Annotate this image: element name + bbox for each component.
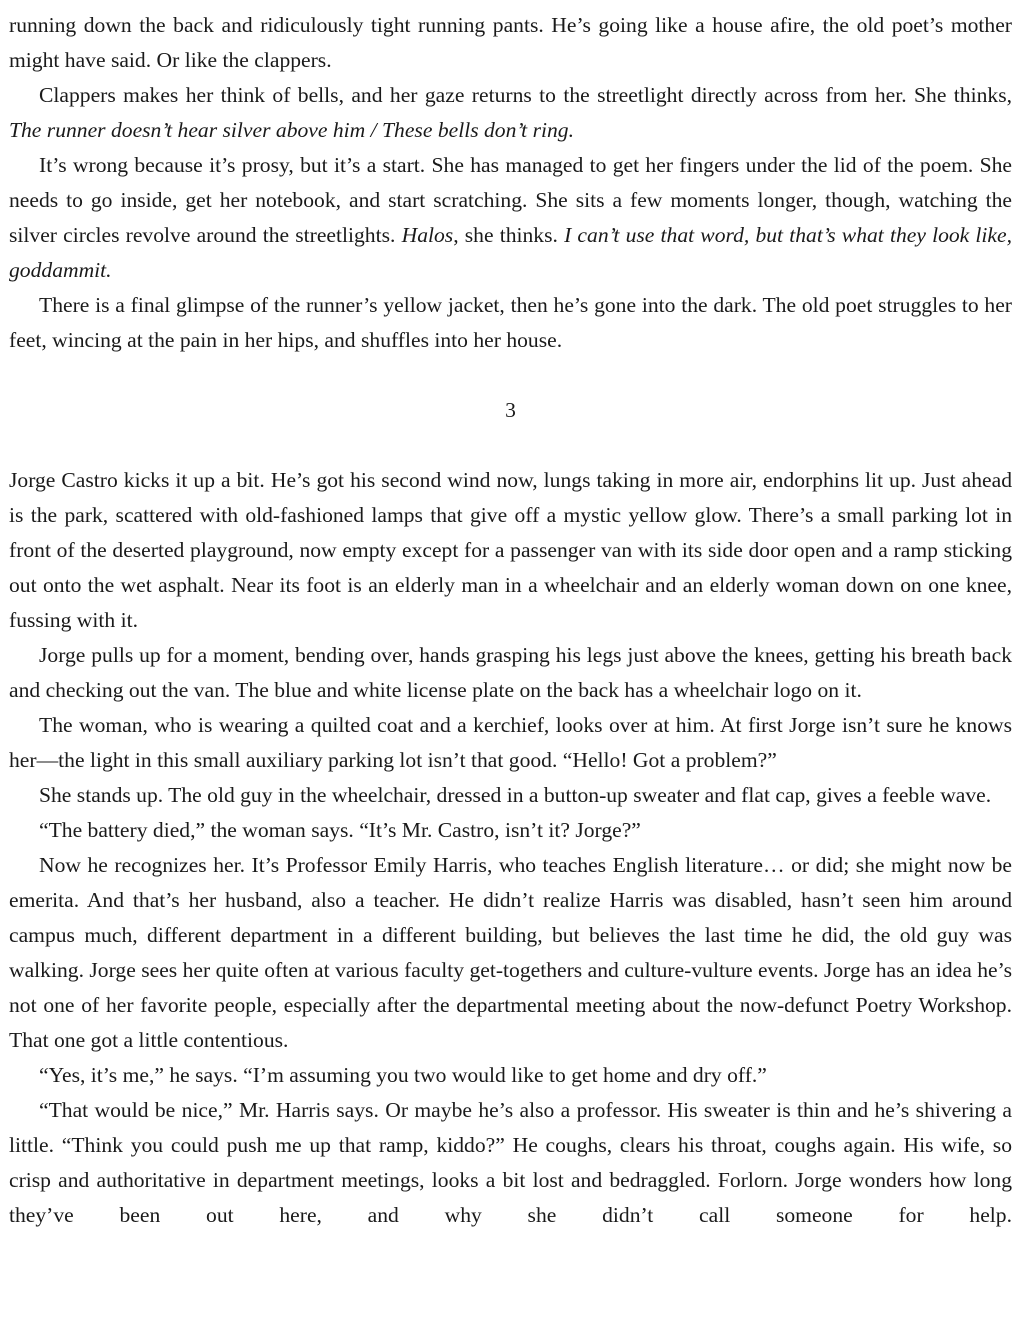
italic-text: I can’t use that word, but that’s what they look like, goddammit. — [9, 223, 1012, 282]
section-2-text — [9, 8, 1012, 358]
paragraph — [9, 813, 1012, 848]
paragraph — [9, 708, 1012, 778]
paragraph — [9, 78, 1012, 148]
paragraph — [9, 778, 1012, 813]
text-run: She stands up. The old guy in the wheelchair, dressed in a button-up sweater and flat cap, gives a feeble wave. — [39, 783, 992, 807]
italic-text: The runner doesn’t hear silver above him / These bells don’t ring. — [9, 118, 574, 142]
section-3-text — [9, 463, 1012, 1233]
paragraph — [9, 638, 1012, 708]
paragraph — [9, 1093, 1012, 1233]
italic-text: Halos — [401, 223, 454, 247]
paragraph — [9, 288, 1012, 358]
text-run: The woman, who is wearing a quilted coat and a kerchief, looks over at him. At first Jorge isn’t sure he knows her—the light in this small auxiliary parking lot isn’t that good. “Hello! Got a problem?” — [9, 713, 1012, 772]
text-run: There is a final glimpse of the runner’s yellow jacket, then he’s gone into the dark. The old poet struggles to her feet, wincing at the pain in her hips, and shuffles into her house. — [9, 293, 1012, 352]
paragraph — [9, 848, 1012, 1058]
text-run: Now he recognizes her. It’s Professor Emily Harris, who teaches English literature… or did; she might now be emerita. And that’s her husband, also a teacher. He didn’t realize Harris was disabled, hasn’t seen him around campus much, different department in a different building, but believes the last time he did, the old guy was walking. Jorge sees her quite often at various faculty get-togethers and culture-vulture events. Jorge has an idea he’s not one of her favorite people, especially after the departmental meeting about the now-defunct Poetry Workshop. That one got a little contentious. — [9, 853, 1012, 1052]
text-run: Jorge pulls up for a moment, bending over, hands grasping his legs just above the knees, getting his breath back and checking out the van. The blue and white license plate on the back has a wheelchair logo on it. — [9, 643, 1012, 702]
text-run: “The battery died,” the woman says. “It’s Mr. Castro, isn’t it? Jorge?” — [39, 818, 641, 842]
paragraph — [9, 463, 1012, 638]
book-page — [9, 8, 1012, 1233]
paragraph — [9, 1058, 1012, 1093]
text-run: Clappers makes her think of bells, and her gaze returns to the streetlight directly across from her. She thinks, — [39, 83, 1012, 107]
text-run: , she thinks. — [453, 223, 565, 247]
text-run: “Yes, it’s me,” he says. “I’m assuming you two would like to get home and dry off.” — [39, 1063, 767, 1087]
text-run: “That would be nice,” Mr. Harris says. Or maybe he’s also a professor. His sweater is thin and he’s shivering a little. “Think you could push me up that ramp, kiddo?” He coughs, clears his throat, coughs again. His wife, so crisp and authoritative in department meetings, looks a bit lost and bedraggled. Forlorn. Jorge wonders how long they’ve been out here, and why she didn’t call someone for help. — [9, 1098, 1012, 1227]
section-number: 3 — [505, 398, 516, 422]
text-run: Jorge Castro kicks it up a bit. He’s got his second wind now, lungs taking in more air, endorphins lit up. Just ahead is the park, scattered with old-fashioned lamps that give off a mystic yellow glow. There’s a small parking lot in front of the deserted playground, now empty except for a passenger van with its side door open and a ramp sticking out onto the wet asphalt. Near its foot is an elderly man in a wheelchair and an elderly woman down on one knee, fussing with it. — [9, 468, 1012, 632]
paragraph — [9, 8, 1012, 78]
text-run: It’s wrong because it’s prosy, but it’s a start. She has managed to get her fingers under the lid of the poem. She needs to go inside, get her notebook, and start scratching. She sits a few moments longer, though, watching the silver circles revolve around the streetlights. — [9, 153, 1012, 247]
text-run: running down the back and ridiculously tight running pants. He’s going like a house afire, the old poet’s mother might have said. Or like the clappers. — [9, 13, 1012, 72]
paragraph — [9, 148, 1012, 288]
